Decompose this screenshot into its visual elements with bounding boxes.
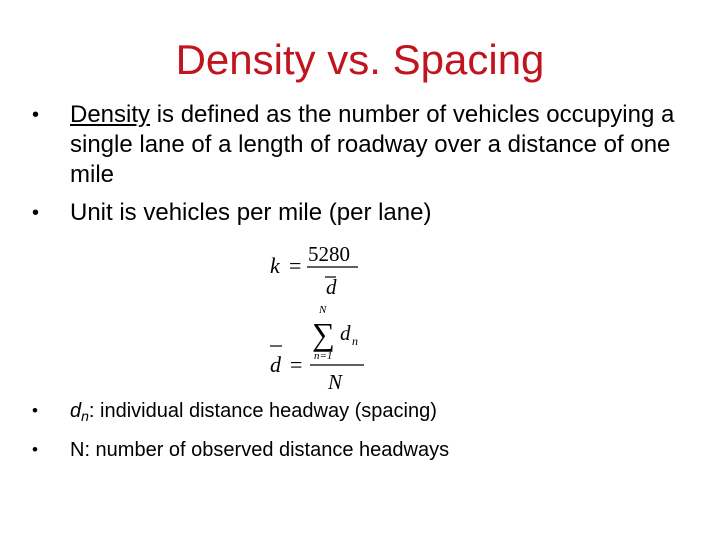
sum-lower-limit: n=1 bbox=[314, 350, 333, 362]
density-unit-text: Unit is vehicles per mile (per lane) bbox=[70, 199, 432, 226]
bullet-density-definition bbox=[30, 100, 690, 190]
dn-subscript: n bbox=[81, 408, 89, 424]
bullet-marker: • bbox=[32, 104, 40, 126]
bullet-marker: • bbox=[32, 401, 38, 420]
dn-definition-text: : individual distance headway (spacing) bbox=[88, 400, 437, 422]
density-formula bbox=[262, 240, 372, 305]
density-term: Density bbox=[70, 101, 151, 128]
formula-equals: = bbox=[290, 352, 303, 377]
density-formula-svg bbox=[262, 240, 372, 300]
dn-variable: d bbox=[70, 400, 82, 422]
slide-title: Density vs. Spacing bbox=[175, 36, 545, 83]
bullet-dn-definition bbox=[30, 398, 690, 429]
sum-upper-limit: N bbox=[319, 304, 327, 316]
sum-term-subscript: n bbox=[352, 334, 358, 348]
bullet-density-unit bbox=[30, 198, 690, 228]
formula-equals: = bbox=[289, 253, 302, 278]
density-definition-text: is defined as the number of vehicles occupying a single lane of a length of roadway over a distance of one mile bbox=[70, 101, 675, 188]
sum-symbol: ∑ bbox=[312, 316, 335, 352]
bullet-marker: • bbox=[32, 440, 38, 459]
bullet-N-definition bbox=[30, 437, 690, 463]
N-definition-text: N: number of observed distance headways bbox=[70, 439, 450, 461]
variable-definitions-list bbox=[30, 398, 690, 471]
formula-denominator: d bbox=[326, 275, 337, 299]
formula-numerator: 5280 bbox=[308, 242, 350, 266]
formula-k: k bbox=[270, 253, 280, 278]
mean-spacing-formula bbox=[262, 300, 382, 401]
sum-term: d bbox=[340, 321, 351, 345]
mean-spacing-formula-svg bbox=[262, 300, 382, 396]
formula-dbar: d bbox=[270, 352, 281, 377]
bullet-marker: • bbox=[32, 202, 40, 224]
formula-denominator: N bbox=[328, 370, 343, 394]
main-bullet-list bbox=[30, 100, 690, 236]
